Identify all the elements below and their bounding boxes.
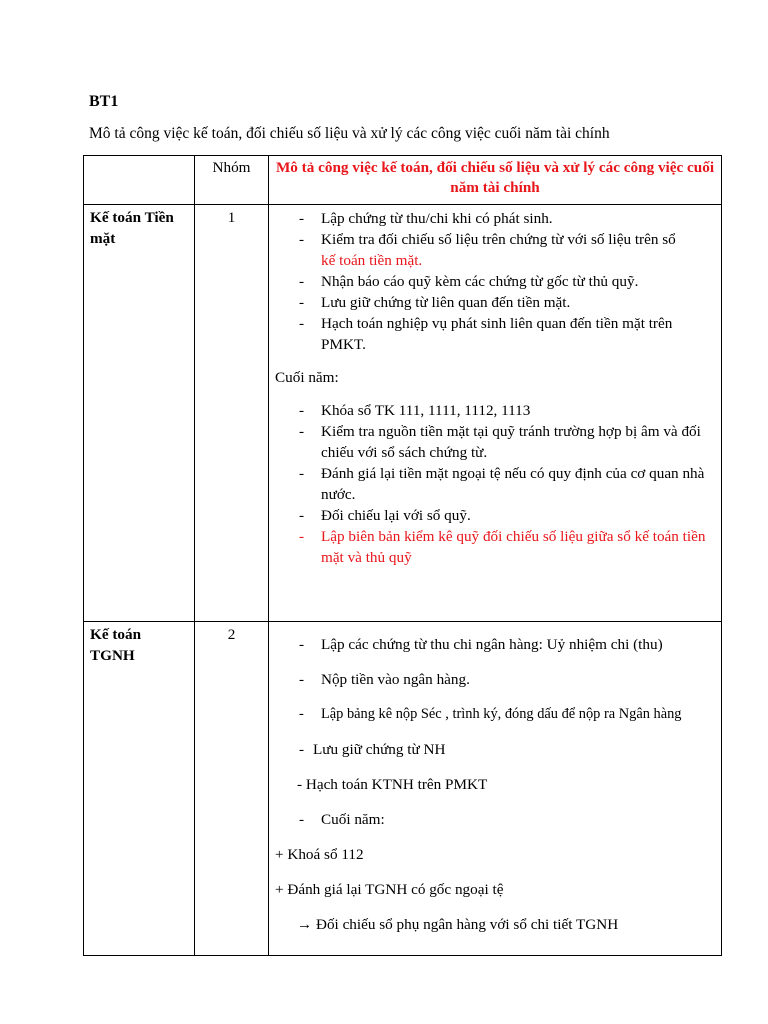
header-cell-group: Nhóm [195,156,269,205]
list-item: - Lưu giữ chứng từ NH [299,741,446,758]
row-group-cash: 1 [195,205,269,622]
list-item: - Nhận báo cáo quỹ kèm các chứng từ gốc từ thủ quỹ. [275,271,713,292]
list-item: - Khóa sổ TK 111, 1111, 1112, 1113 [275,400,713,421]
list-item: - Đánh giá lại tiền mặt ngoại tệ nếu có quy định của cơ quan nhà nước. [275,463,713,505]
list-item: → Đối chiếu sổ phụ ngân hàng với sổ chi tiết TGNH [297,916,619,933]
list-item: - Cuối năm: [299,811,385,828]
row-label-bank: Kế toán TGNH [84,622,195,956]
list-item: - Hạch toán KTNH trên PMKT [297,776,488,793]
list-item-text: Kiểm tra đối chiếu số liệu trên chứng từ với số liệu trên sổ [321,231,676,248]
list-item: - Lập biên bản kiểm kê quỹ đối chiếu số liệu giữa sổ kế toán tiền mặt và thủ quỹ [275,526,713,568]
list-item: - Hạch toán nghiệp vụ phát sinh liên quan đến tiền mặt trên PMKT. [275,313,713,355]
list-item: + Đánh giá lại TGNH có gốc ngoại tệ [275,881,504,898]
list-item: - Nộp tiền vào ngân hàng. [299,671,470,688]
table-header-row [84,156,722,205]
table-row-cash [84,205,722,622]
list-item: + Khoá sổ 112 [275,846,364,863]
row-description-bank [269,622,722,956]
header-cell-description: Mô tả công việc kế toán, đối chiếu số liệu và xử lý các công việc cuối năm tài chính [269,156,722,205]
document-subtitle: Mô tả công việc kế toán, đối chiếu số liệu và xử lý các công việc cuối năm tài chính [89,125,610,142]
list-item [275,229,713,271]
header-cell-empty [84,156,195,205]
table-row-bank [84,622,722,956]
row-description-cash [269,205,722,622]
year-end-label: Cuối năm: [275,369,339,386]
row-group-bank: 2 [195,622,269,956]
list-item-red-text: kế toán tiền mặt. [321,252,423,269]
list-item: - Lập bảng kê nộp Séc , trình ký, đóng dấu để nộp ra Ngân hàng [299,706,682,722]
list-item: - Đối chiếu lại với sổ quỹ. [275,505,713,526]
list-item: - Lập chứng từ thu/chi khi có phát sinh. [275,208,713,229]
accounting-tasks-table [83,155,722,956]
cash-task-list [275,208,713,355]
document-heading: BT1 [89,93,119,110]
list-item: - Lập các chứng từ thu chi ngân hàng: Uỷ nhiệm chi (thu) [299,636,663,653]
list-item: - Lưu giữ chứng từ liên quan đến tiền mặt. [275,292,713,313]
list-item: - Kiểm tra nguồn tiền mặt tại quỹ tránh trường hợp bị âm và đối chiếu với sổ sách chứng từ. [275,421,713,463]
row-label-cash: Kế toán Tiền mặt [84,205,195,622]
cash-year-end-list [275,400,713,568]
